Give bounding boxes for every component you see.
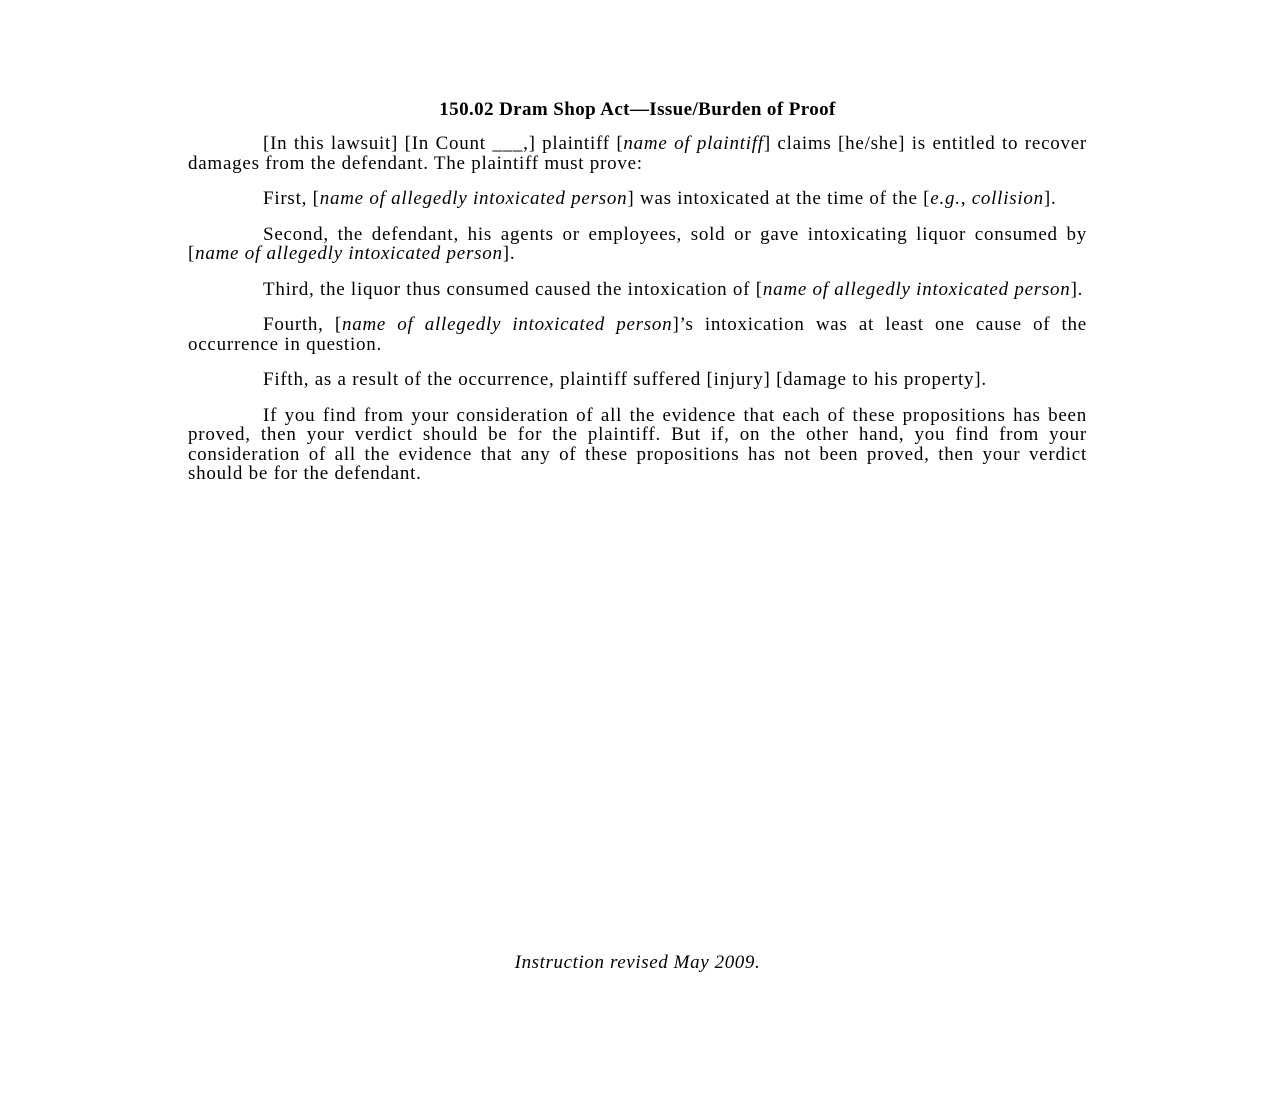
document-body <box>188 134 1087 500</box>
revision-note: Instruction revised May 2009. <box>514 952 761 973</box>
paragraph-text: [In this lawsuit] [In Count ___,] plaintiff [ <box>263 133 624 154</box>
paragraph <box>188 189 1087 209</box>
paragraph-text: ] was intoxicated at the time of the [ <box>627 188 931 209</box>
italic-placeholder-text: e.g., collision <box>930 188 1044 209</box>
paragraph-text: Fourth, [ <box>263 314 342 335</box>
paragraph-text: ] claims [he/she] is entitled to recover damages from the defendant. The plaintiff must prove: <box>188 133 1088 174</box>
paragraph <box>188 225 1087 264</box>
italic-placeholder-text: name of allegedly intoxicated person <box>195 243 503 264</box>
paragraph <box>188 406 1087 484</box>
italic-placeholder-text: name of plaintiff <box>623 133 764 154</box>
paragraph-text: If you find from your consideration of all the evidence that each of these propositions has been proved, then your verdict should be for the plaintiff. But if, on the other hand, you find from your consideration of all the evidence that any of these propositions has not been proved, then your verdict should be for the defendant. <box>188 404 1087 484</box>
paragraph-text: ]. <box>1070 278 1084 300</box>
paragraph-text: ]. <box>502 243 516 264</box>
paragraph <box>188 280 1087 300</box>
paragraph-text: First, [ <box>263 188 320 209</box>
document-title: 150.02 Dram Shop Act—Issue/Burden of Proof <box>439 99 836 120</box>
paragraph-text: ]. <box>1043 188 1057 209</box>
paragraph-text: Second, the defendant, his agents or employees, sold or gave intoxicating liquor consumed by [ <box>188 223 1087 264</box>
paragraph <box>188 370 1087 390</box>
paragraph-text: Third, the liquor thus consumed caused the intoxication of [ <box>263 278 763 300</box>
paragraph-text: Fifth, as a result of the occurrence, plaintiff suffered [injury] [damage to his property]. <box>263 369 987 390</box>
paragraph <box>188 315 1087 354</box>
paragraph <box>188 134 1087 173</box>
paragraph-text: ]’s intoxication was at least one cause of the occurrence in question. <box>188 314 1087 355</box>
italic-placeholder-text: name of allegedly intoxicated person <box>319 188 628 209</box>
italic-placeholder-text: name of allegedly intoxicated person <box>341 314 673 335</box>
italic-placeholder-text: name of allegedly intoxicated person <box>762 278 1071 300</box>
